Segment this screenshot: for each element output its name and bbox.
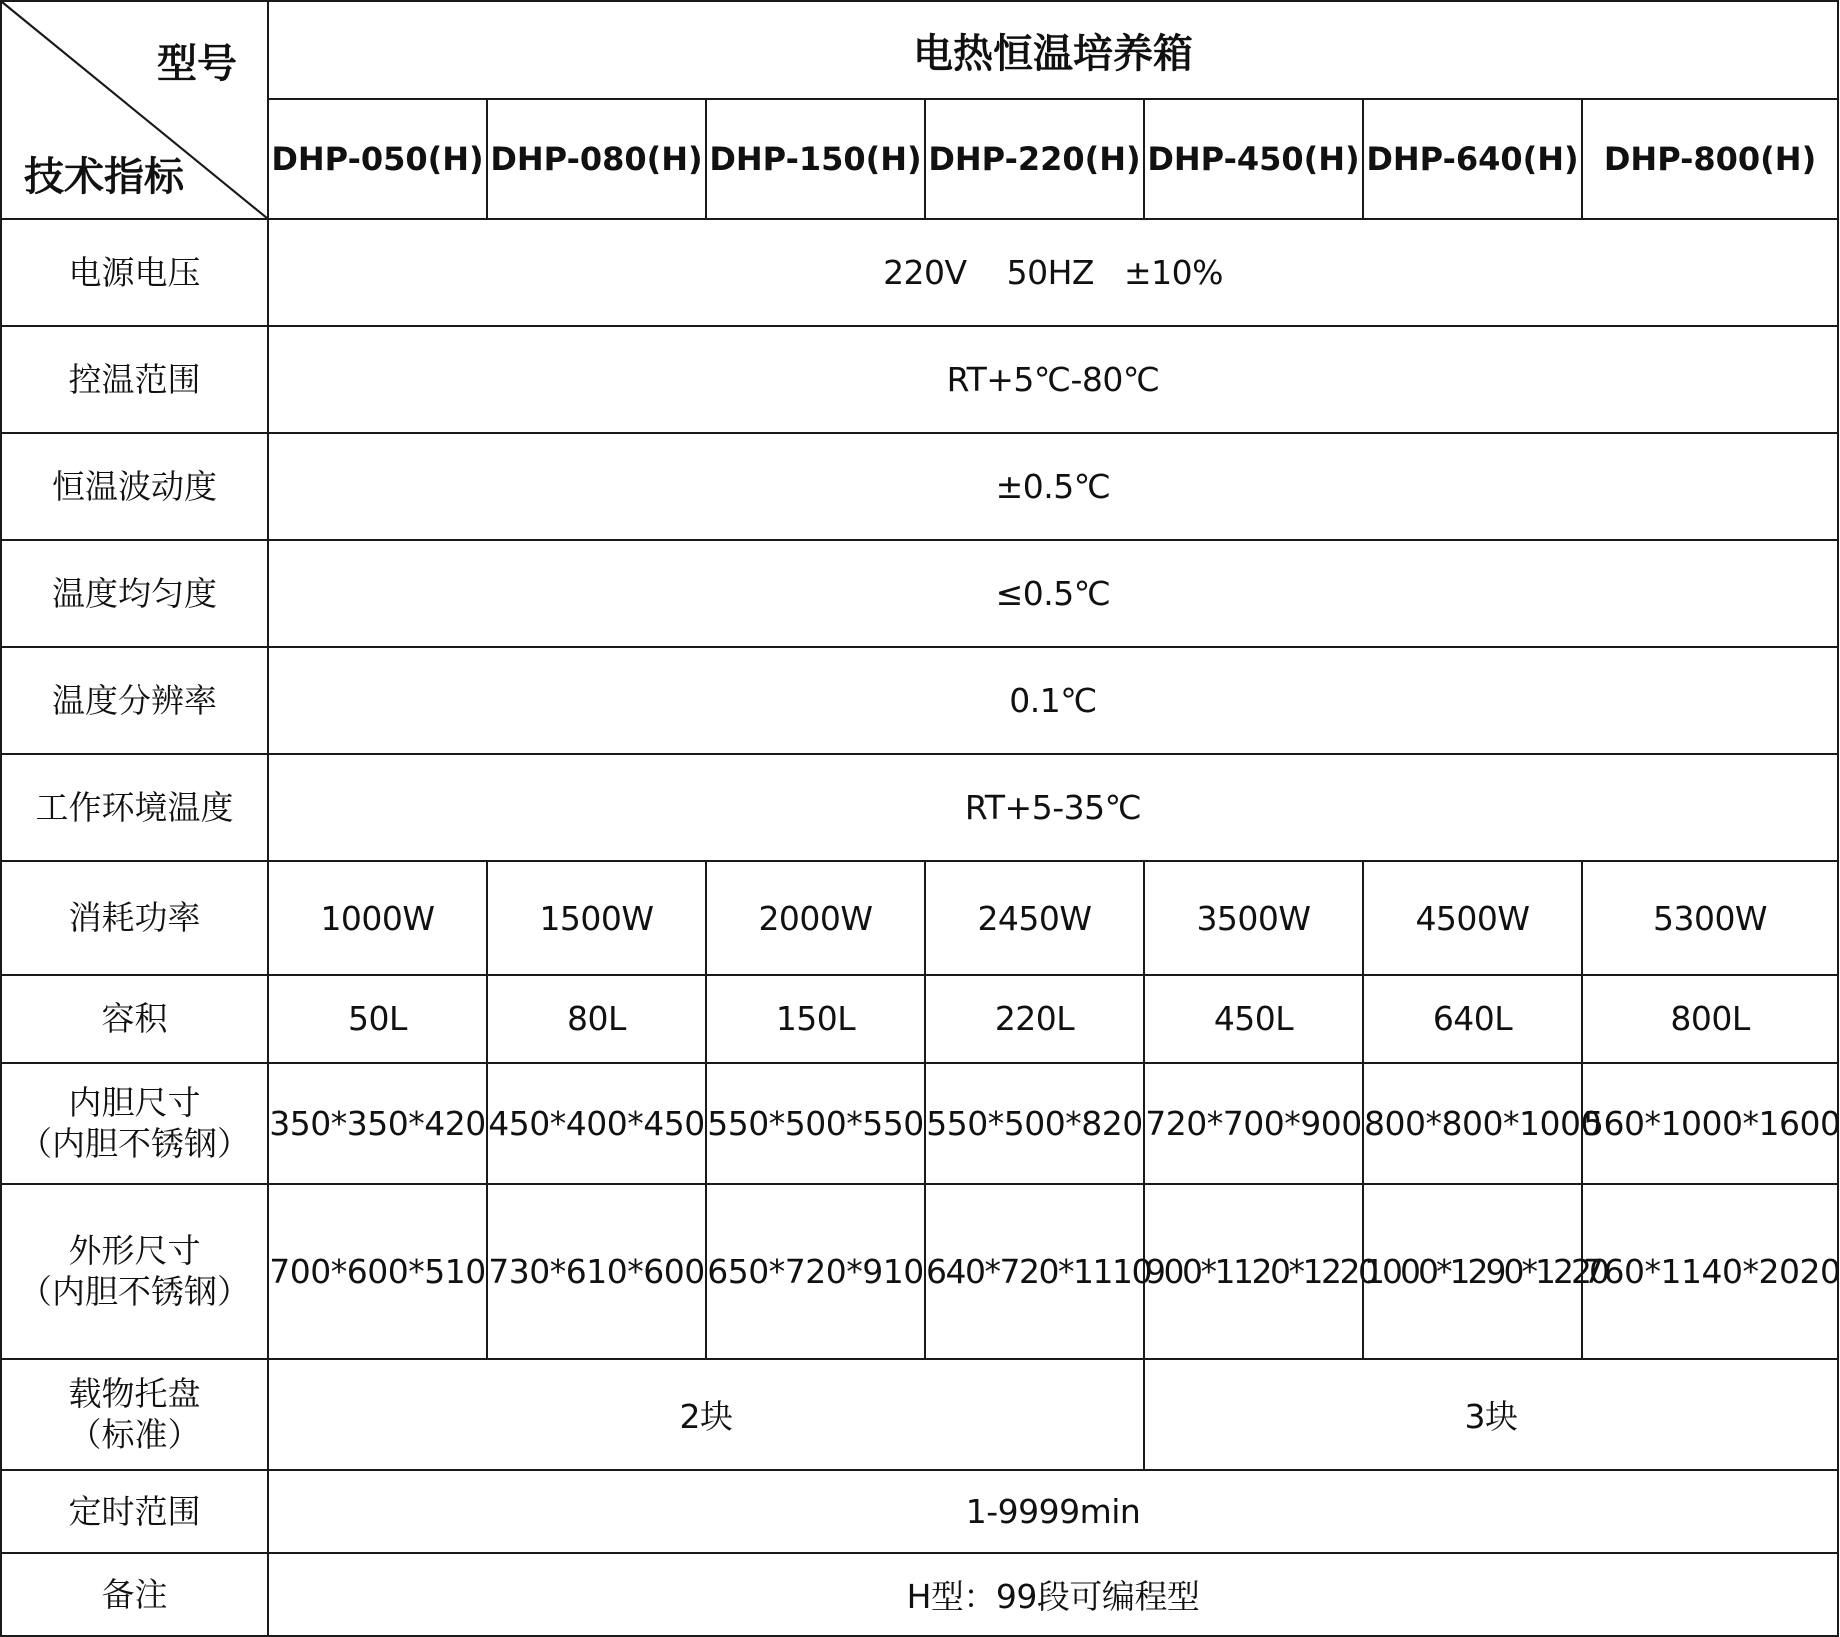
row-value: H型：99段可编程型 [268,1553,1838,1636]
row-value: 0.1℃ [268,647,1838,754]
table-cell: 720*700*900 [1144,1063,1363,1184]
row-label: 控温范围 [1,326,268,433]
table-row [1,1553,1838,1636]
table-cell: 550*500*820 [925,1063,1144,1184]
table-cell: 2450W [925,861,1144,974]
corner-top-label: 型号 [157,41,237,87]
table-row [1,754,1838,861]
model-header: DHP-050(H) [268,99,487,219]
model-header: DHP-080(H) [487,99,706,219]
row-label: 温度分辨率 [1,647,268,754]
table-row [1,1359,1838,1470]
row-label: 电源电压 [1,219,268,326]
table-cell: 640*720*1110 [925,1184,1144,1359]
row-label: 消耗功率 [1,861,268,974]
row-label-line1: 内胆尺寸 [68,1082,201,1122]
table-row [1,433,1838,540]
table-row [1,326,1838,433]
table-cell: 150L [706,975,925,1063]
corner-header-cell [1,1,268,219]
table-row [1,861,1838,974]
table-row [1,1063,1838,1184]
table-cell: 3500W [1144,861,1363,974]
table-cell: 1000W [268,861,487,974]
tray-group-2: 3块 [1144,1359,1838,1470]
model-header: DHP-220(H) [925,99,1144,219]
row-label-line2: （内胆不锈钢） [19,1124,250,1164]
table-cell: 550*500*550 [706,1063,925,1184]
table-cell: 50L [268,975,487,1063]
table-cell: 80L [487,975,706,1063]
row-label [1,1184,268,1359]
table-cell: 220L [925,975,1144,1063]
tray-group-1: 2块 [268,1359,1144,1470]
table-cell: 2000W [706,861,925,974]
table-row [1,1184,1838,1359]
row-label: 备注 [1,1553,268,1636]
row-label: 恒温波动度 [1,433,268,540]
table-cell: 900*1120*1220 [1144,1184,1363,1359]
row-value: RT+5℃-80℃ [268,326,1838,433]
table-cell: 450L [1144,975,1363,1063]
model-header: DHP-640(H) [1363,99,1582,219]
table-cell: 1500W [487,861,706,974]
table-cell: 800L [1582,975,1838,1063]
row-value: ±0.5℃ [268,433,1838,540]
row-label-line2: （标准） [68,1415,201,1455]
table-cell: 700*600*510 [268,1184,487,1359]
table-cell: 730*610*600 [487,1184,706,1359]
corner-bottom-label: 技术指标 [24,154,184,201]
table-cell: 650*720*910 [706,1184,925,1359]
table-row [1,540,1838,647]
row-value: RT+5-35℃ [268,754,1838,861]
table-cell: 760*1140*2020 [1582,1184,1838,1359]
row-value: ≤0.5℃ [268,540,1838,647]
row-label [1,1359,268,1470]
model-header: DHP-800(H) [1582,99,1838,219]
table-cell: 640L [1363,975,1582,1063]
row-label-line2: （内胆不锈钢） [19,1272,250,1312]
row-label: 定时范围 [1,1470,268,1553]
row-label: 温度均匀度 [1,540,268,647]
row-value: 1-9999min [268,1470,1838,1553]
row-value: 220V 50HZ ±10% [268,219,1838,326]
row-label: 容积 [1,975,268,1063]
table-title: 电热恒温培养箱 [268,1,1838,99]
row-label [1,1063,268,1184]
table-cell: 350*350*420 [268,1063,487,1184]
model-header: DHP-450(H) [1144,99,1363,219]
table-cell: 450*400*450 [487,1063,706,1184]
table-row [1,647,1838,754]
model-header: DHP-150(H) [706,99,925,219]
table-row [1,1470,1838,1553]
table-row [1,975,1838,1063]
row-label: 工作环境温度 [1,754,268,861]
row-label-line1: 外形尺寸 [68,1230,201,1270]
table-cell: 1000*1290*1220 [1363,1184,1582,1359]
table-cell: 800*800*1000 [1363,1063,1582,1184]
table-row [1,219,1838,326]
table-cell: 5300W [1582,861,1838,974]
row-label-line1: 载物托盘 [68,1374,201,1414]
table-cell: 560*1000*1600 [1582,1063,1838,1184]
table-cell: 4500W [1363,861,1582,974]
